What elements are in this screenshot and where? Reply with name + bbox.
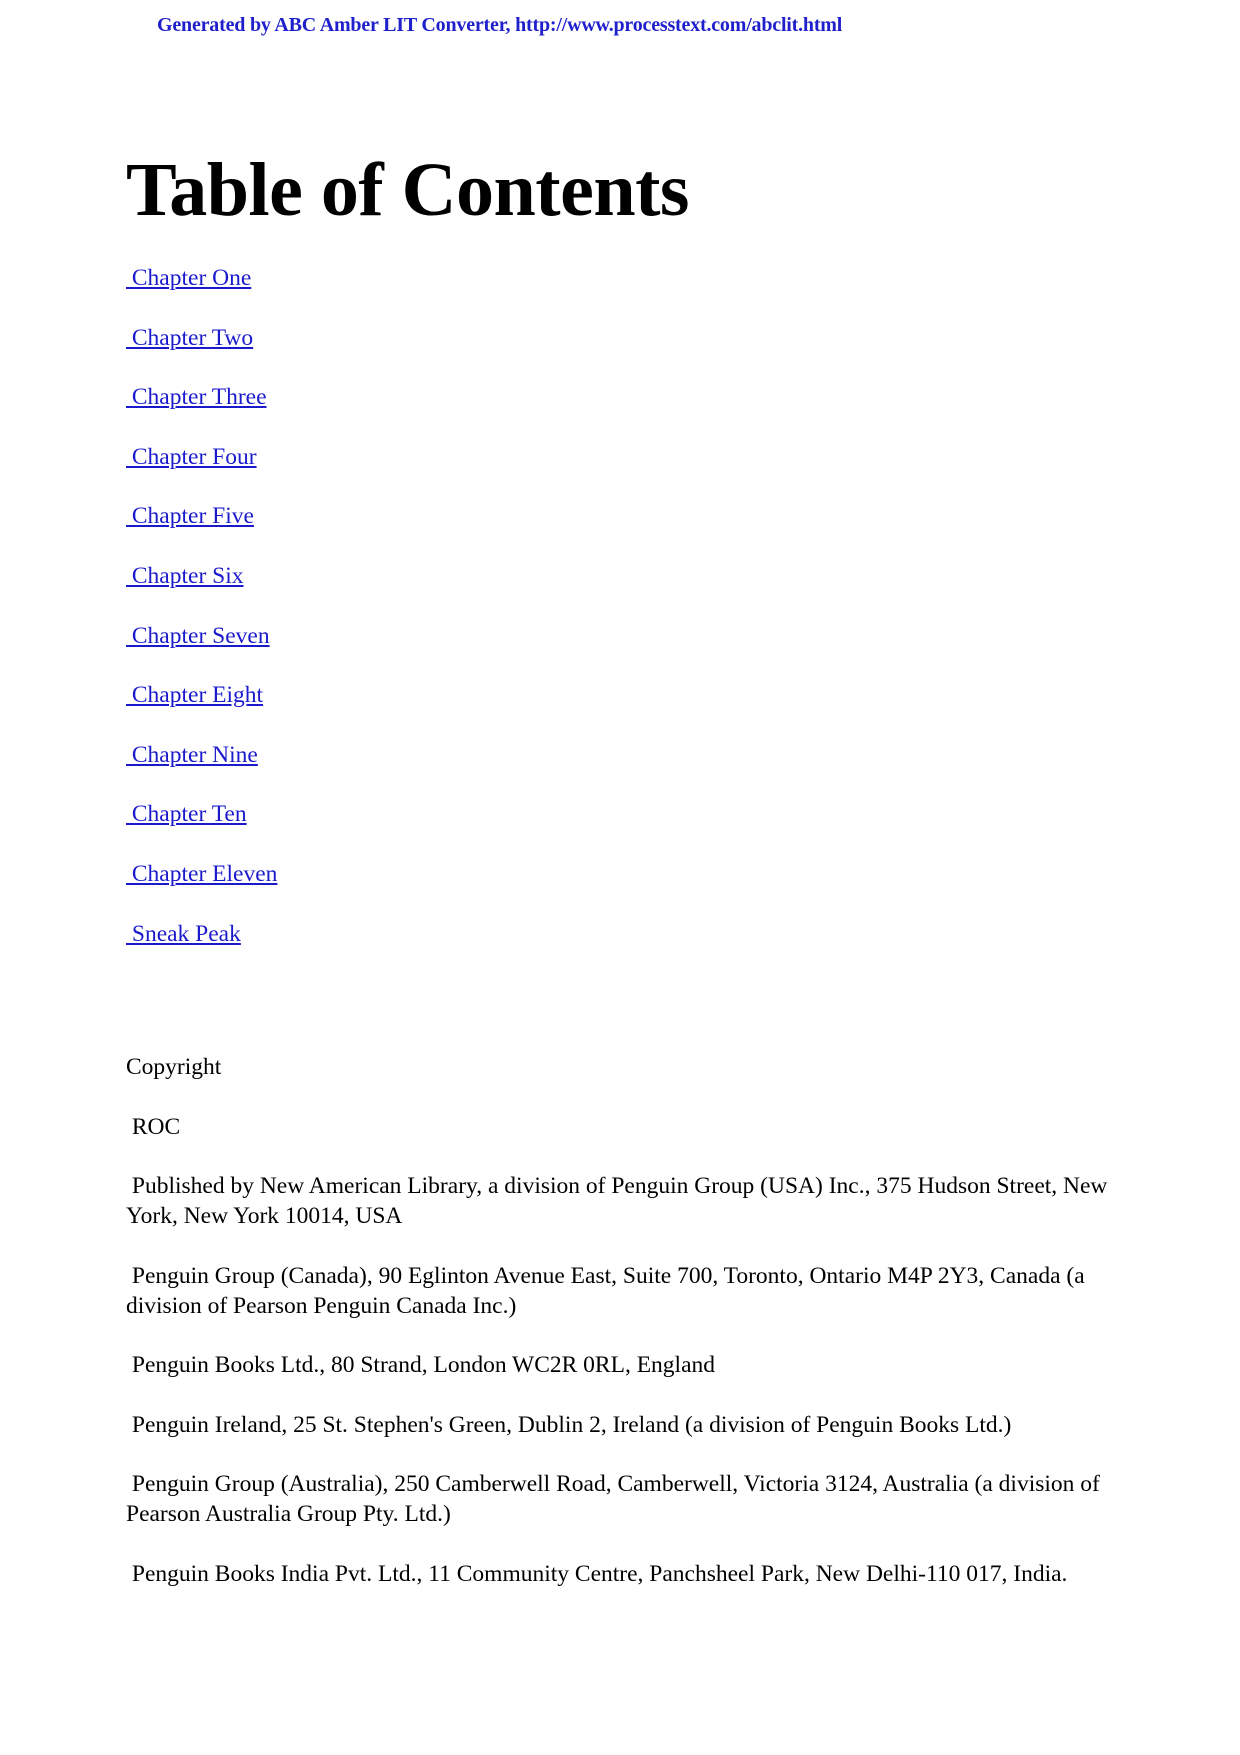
generator-header-link[interactable]: Generated by ABC Amber LIT Converter, http://www.processtext.com/abclit.html xyxy=(157,14,843,36)
toc-item xyxy=(126,263,277,323)
copyright-paragraph: Penguin Books Ltd., 80 Strand, London WC2R 0RL, England xyxy=(126,1352,716,1378)
toc-item xyxy=(126,442,277,502)
toc-link-chapter-eleven[interactable]: Chapter Eleven xyxy=(126,860,278,887)
toc-link-chapter-eight[interactable]: Chapter Eight xyxy=(126,682,264,709)
toc-item xyxy=(126,501,277,561)
copyright-paragraph: Penguin Books India Pvt. Ltd., 11 Community Centre, Panchsheel Park, New Delhi-110 017, India. xyxy=(126,1560,1068,1587)
toc-item xyxy=(126,799,277,859)
toc-link-chapter-one[interactable]: Chapter One xyxy=(126,265,252,291)
toc-link-chapter-three[interactable]: Chapter Three xyxy=(126,384,267,411)
toc-item xyxy=(126,621,277,681)
table-of-contents xyxy=(126,263,277,978)
toc-item xyxy=(126,323,277,383)
toc-item xyxy=(126,919,277,979)
toc-link-chapter-five[interactable]: Chapter Five xyxy=(126,503,254,530)
toc-link-chapter-six[interactable]: Chapter Six xyxy=(126,562,244,589)
toc-item xyxy=(126,680,277,740)
copyright-section xyxy=(126,1052,1116,1618)
toc-item xyxy=(126,382,277,442)
copyright-heading: Copyright xyxy=(126,1054,222,1080)
toc-link-chapter-nine[interactable]: Chapter Nine xyxy=(126,741,258,768)
toc-link-chapter-two[interactable]: Chapter Two xyxy=(126,324,254,351)
copyright-paragraph: Penguin Ireland, 25 St. Stephen's Green, Dublin 2, Ireland (a division of Penguin Books Ltd.) xyxy=(126,1411,1012,1438)
page-title: Table of Contents xyxy=(126,148,689,232)
toc-link-chapter-four[interactable]: Chapter Four xyxy=(126,443,257,470)
toc-link-chapter-seven[interactable]: Chapter Seven xyxy=(126,622,270,649)
copyright-paragraph: Published by New American Library, a division of Penguin Group (USA) Inc., 375 Hudson Street, New York, New York 10014, USA xyxy=(126,1173,1113,1229)
toc-item xyxy=(126,561,277,621)
copyright-paragraph: ROC xyxy=(126,1113,181,1140)
toc-link-chapter-ten[interactable]: Chapter Ten xyxy=(126,801,247,828)
toc-link-sneak-peak[interactable]: Sneak Peak xyxy=(126,920,241,947)
toc-item xyxy=(126,859,277,919)
copyright-paragraph: Penguin Group (Canada), 90 Eglinton Avenue East, Suite 700, Toronto, Ontario M4P 2Y3, Canada (a division of Pearson Penguin Canada Inc.) xyxy=(126,1262,1091,1319)
copyright-paragraph: Penguin Group (Australia), 250 Camberwell Road, Camberwell, Victoria 3124, Australia (a division of Pearson Australia Group Pty. Ltd.) xyxy=(126,1471,1106,1527)
toc-item xyxy=(126,740,277,800)
